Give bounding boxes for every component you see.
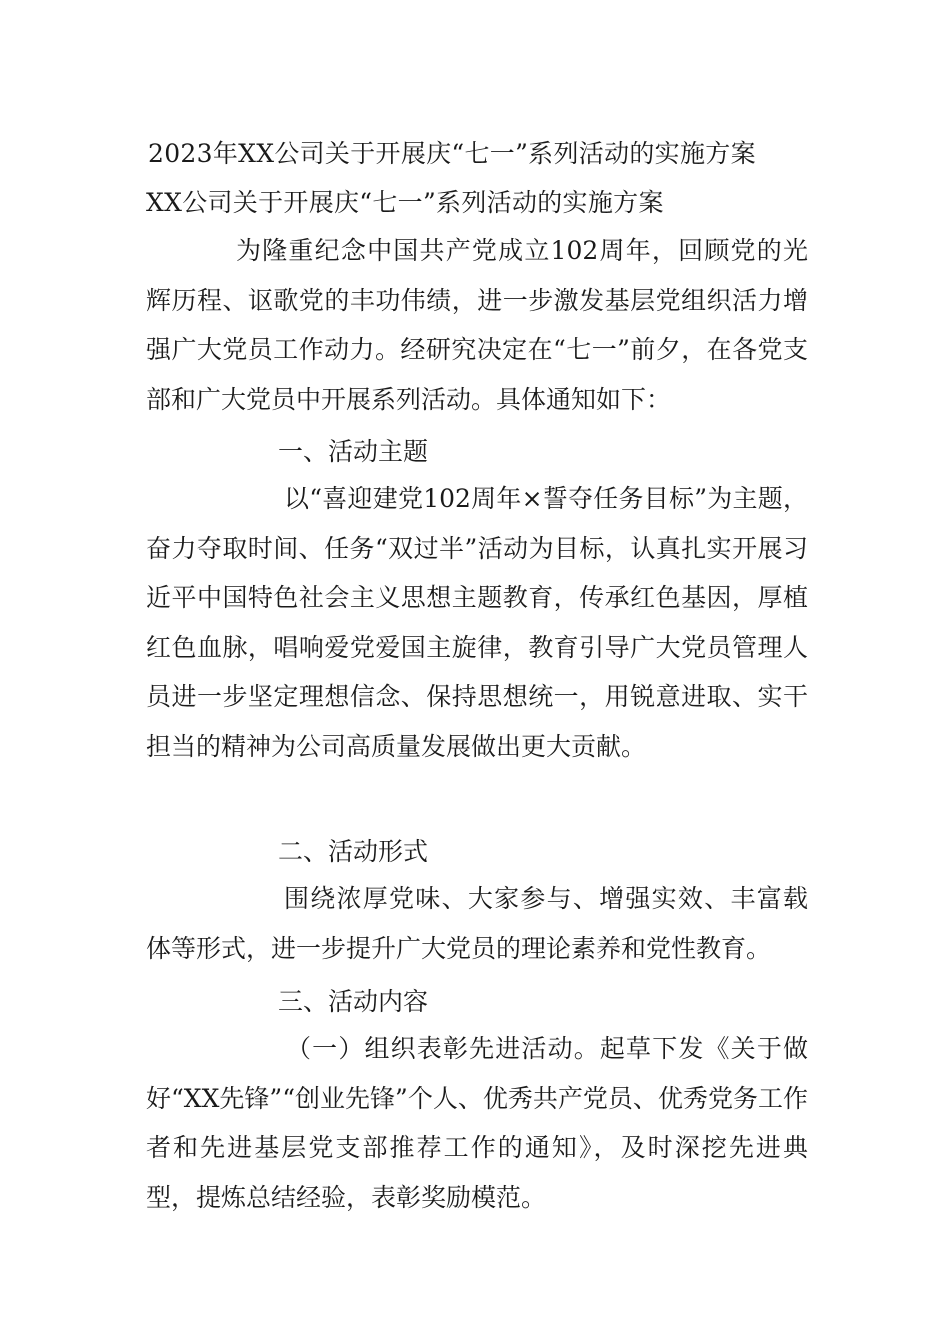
document-title-sub: XX公司关于开展庆“七一”系列活动的实施方案 xyxy=(146,188,664,217)
section-3-item-1-paragraph: （一）组织表彰先进活动。起草下发《关于做好“XX先锋”“创业先锋”个人、优秀共产党员、优秀党务工作者和先进基层党支部推荐工作的通知》，及时深挖先进典型，提炼总结经验，表彰奖励模范。 xyxy=(146,1034,808,1212)
section-3-heading: 三、活动内容 xyxy=(278,987,429,1016)
section-2-heading: 二、活动形式 xyxy=(278,837,429,866)
document-title-main: 2023年XX公司关于开展庆“七一”系列活动的实施方案 xyxy=(148,139,756,168)
section-1-paragraph: 以“喜迎建党102周年×誓夺任务目标”为主题，奋力夺取时间、任务“双过半”活动为目标，认真扎实开展习近平中国特色社会主义思想主题教育，传承红色基因，厚植红色血脉，唱响爱党爱国主旋律，教育引导广大党员管理人员进一步坚定理想信念、保持思想统一，用锐意进取、实干担当的精神为公司高质量发展做出更大贡献。 xyxy=(146,484,808,761)
intro-paragraph: 为隆重纪念中国共产党成立102周年，回顾党的光辉历程、讴歌党的丰功伟绩，进一步激发基层党组织活力增强广大党员工作动力。经研究决定在“七一”前夕，在各党支部和广大党员中开展系列活动。具体通知如下： xyxy=(146,236,808,414)
section-2-paragraph: 围绕浓厚党味、大家参与、增强实效、丰富载体等形式，进一步提升广大党员的理论素养和党性教育。 xyxy=(146,884,808,963)
section-1-heading: 一、活动主题 xyxy=(278,437,429,466)
